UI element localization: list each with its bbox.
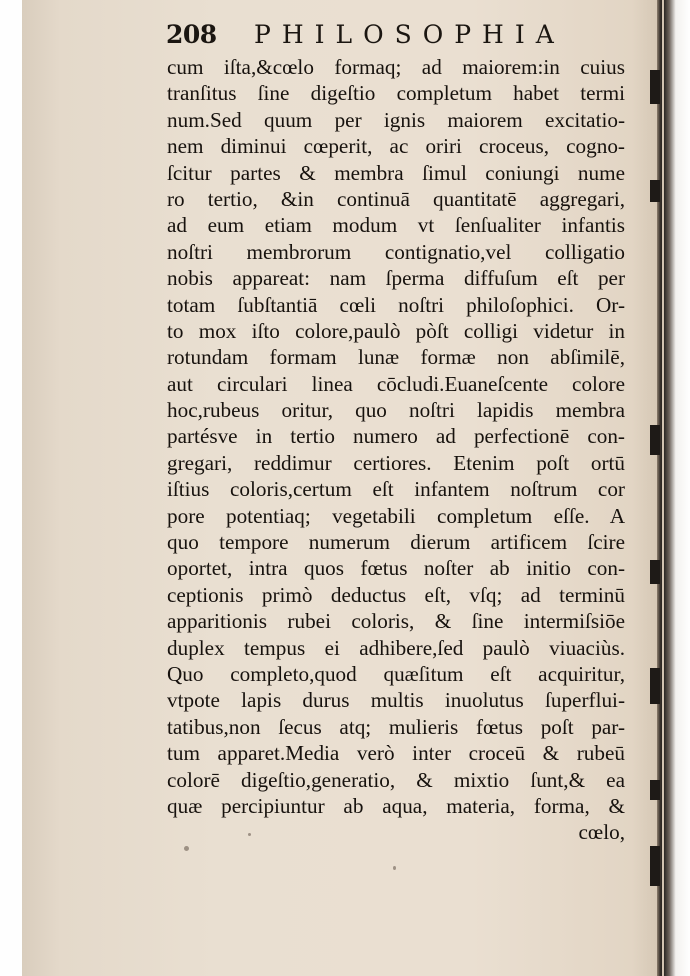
text-line: nem diminui cœperit, ac oriri croceus, cogno- [167,134,625,159]
text-line: nobis appareat: nam ſperma diffuſum eſt per [167,266,625,291]
text-line: noſtri membrorum contignatio,vel colligatio [167,239,625,264]
text-line: quæ percipiuntur ab aqua, materia, forma, & [167,793,625,818]
text-line: ad eum etiam modum vt ſenſualiter infantis [167,213,625,238]
binding-gutter [664,0,690,976]
text-line: duplex tempus ei adhibere,ſed paulò viuaciùs. [167,635,625,660]
ink-bleed-mark [650,780,660,800]
ink-bleed-mark [650,668,660,704]
text-line: tranſitus ſine digeſtio completum habet termi [167,81,625,106]
text-line: tatibus,non ſecus atq; mulieris fœtus poſt par- [167,714,625,739]
text-line: totam ſubſtantiā cœli noſtri philoſophici. Or- [167,292,625,317]
text-line: ceptionis primò deductus eſt, vſq; ad terminū [167,582,625,607]
catchword: cœlo, [578,820,625,845]
text-line: oportet, intra quos fœtus noſter ab initio con- [167,556,625,581]
paper-speck [393,866,396,870]
ink-bleed-mark [650,425,660,455]
text-line: vtpote lapis durus multis inuolutus ſuperflui- [167,688,625,713]
text-line: iſtius coloris,certum eſt infantem noſtrum cor [167,477,625,502]
text-line: hoc,rubeus oritur, quo noſtri lapidis membra [167,398,625,423]
text-line: rotundam formam lunæ formæ non abſimilē, [167,345,625,370]
text-line: colorē digeſtio,generatio, & mixtio ſunt,& ea [167,767,625,792]
text-line: Quo completo,quod quæſitum eſt acquiritur, [167,661,625,686]
text-line: aut circulari linea cōcludi.Euaneſcente colore [167,371,625,396]
text-line: num.Sed quum per ignis maiorem excitatio- [167,107,625,132]
page-edge-shadow [657,0,662,976]
text-line: ro tertio, &in continuā quantitatē aggregari, [167,186,625,211]
text-line: ſcitur partes & membra ſimul coniungi nume [167,160,625,185]
text-line: cum iſta,&cœlo formaq; ad maiorem:in cuius [167,55,625,79]
ink-bleed-mark [650,560,660,584]
running-title: PHILOSOPHIA [254,20,565,49]
text-line: pore potentiaq; vegetabili completum eſſe. A [167,503,625,528]
page-header [166,18,626,52]
ink-bleed-mark [650,70,660,104]
text-line: to mox iſto colore,paulò pòſt colligi videtur in [167,318,625,343]
text-line: apparitionis rubei coloris, & ſine intermiſsiōe [167,609,625,634]
body-text [167,54,625,846]
text-line: quo tempore numerum dierum artificem ſcire [167,530,625,555]
text-line: tum apparet.Media verò inter croceū & rubeū [167,741,625,766]
ink-bleed-mark [650,846,660,886]
page-number: 208 [166,20,217,49]
paper-speck [184,846,189,851]
text-line: gregari, reddimur certiores. Etenim poſt ortū [167,450,625,475]
text-line: partésve in tertio numero ad perfectionē con- [167,424,625,449]
ink-bleed-mark [650,180,660,202]
